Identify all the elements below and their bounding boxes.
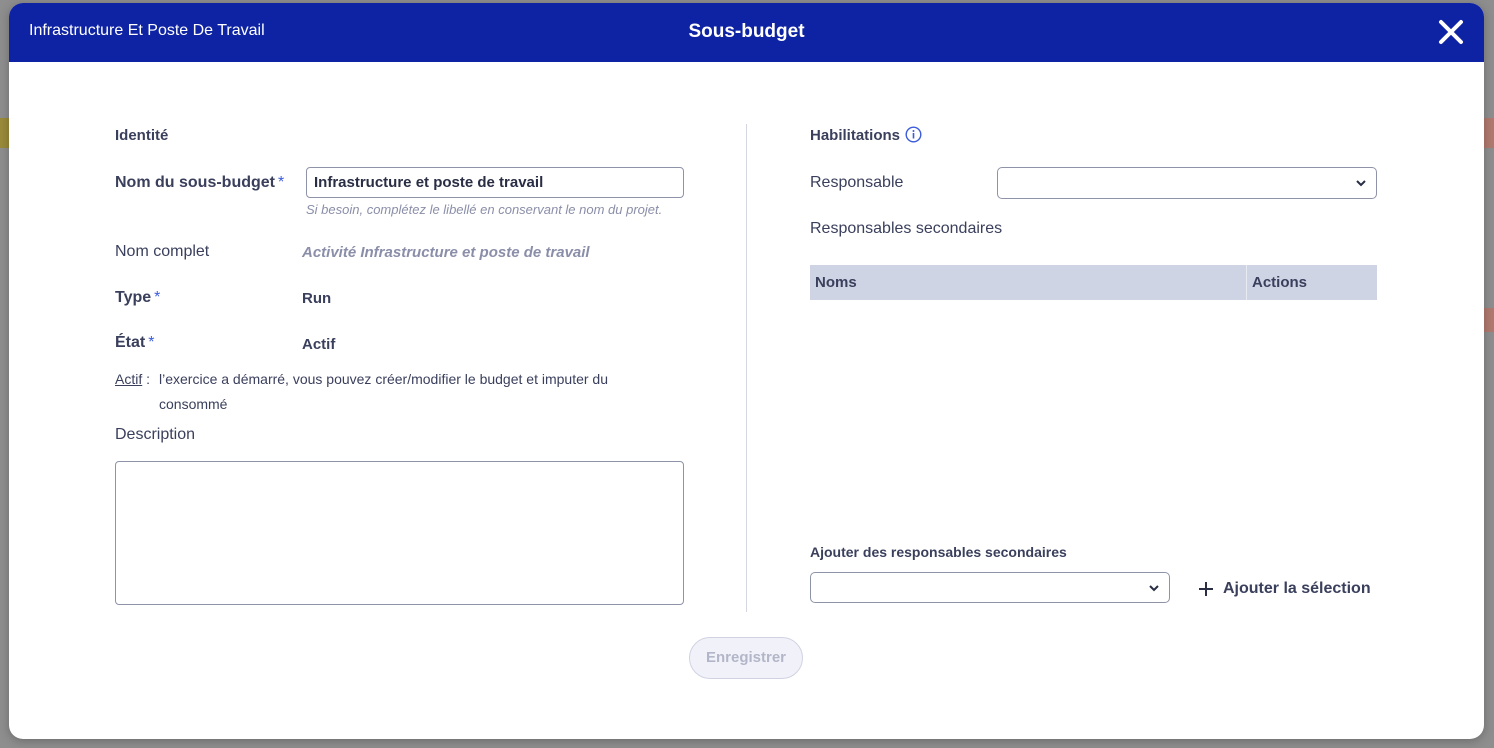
add-secondary-select[interactable]	[810, 572, 1170, 603]
column-divider	[746, 124, 747, 612]
dialog-title: Sous-budget	[688, 21, 805, 42]
required-marker: *	[148, 334, 155, 351]
type-label	[115, 289, 160, 307]
state-label-text: État	[115, 334, 146, 351]
state-note-term-text: Actif	[115, 371, 143, 387]
responsable-select[interactable]	[997, 167, 1377, 199]
chevron-down-icon	[1355, 177, 1367, 189]
type-label-text: Type	[115, 289, 152, 306]
add-selection-label: Ajouter la sélection	[1223, 580, 1371, 597]
state-label	[115, 334, 154, 352]
secondary-table-header	[810, 265, 1377, 300]
save-button[interactable]: Enregistrer	[689, 637, 803, 679]
fullname-value: Activité Infrastructure et poste de travail	[302, 244, 590, 261]
add-selection-button[interactable]	[1198, 577, 1371, 601]
add-secondary-label: Ajouter des responsables secondaires	[810, 544, 1067, 560]
background-tab	[1484, 118, 1494, 148]
close-button[interactable]	[1436, 17, 1466, 47]
secondary-label: Responsables secondaires	[810, 220, 1003, 237]
info-icon[interactable]	[905, 126, 922, 143]
plus-icon	[1198, 581, 1214, 597]
description-label: Description	[115, 426, 196, 443]
required-marker: *	[277, 174, 285, 191]
column-header-actions: Actions	[1252, 274, 1308, 291]
state-note-separator: :	[146, 371, 151, 387]
description-textarea[interactable]	[115, 461, 684, 605]
state-note-line2: consommé	[159, 396, 228, 412]
responsable-label: Responsable	[810, 174, 904, 191]
habilitations-section-title: Habilitations	[810, 127, 901, 144]
required-marker: *	[154, 289, 161, 306]
close-icon	[1436, 17, 1466, 47]
type-value: Run	[302, 290, 332, 307]
background-tab	[1484, 308, 1494, 332]
state-note-term	[115, 371, 150, 387]
column-header-noms: Noms	[815, 274, 857, 291]
dialog-header	[9, 3, 1484, 62]
sous-budget-dialog	[9, 3, 1484, 739]
identity-section-title: Identité	[115, 127, 169, 144]
chevron-down-icon	[1148, 582, 1160, 594]
state-value: Actif	[302, 336, 336, 353]
dialog-context-label: Infrastructure Et Poste De Travail	[29, 22, 265, 39]
column-separator	[1246, 265, 1247, 300]
name-hint: Si besoin, complétez le libellé en conservant le nom du projet.	[306, 202, 663, 217]
state-note-line1: l’exercice a démarré, vous pouvez créer/modifier le budget et imputer du	[159, 371, 608, 387]
subbudget-name-input[interactable]	[306, 167, 684, 198]
fullname-label: Nom complet	[115, 243, 210, 260]
name-label-text: Nom du sous-budget	[115, 174, 275, 191]
name-label	[115, 174, 284, 192]
